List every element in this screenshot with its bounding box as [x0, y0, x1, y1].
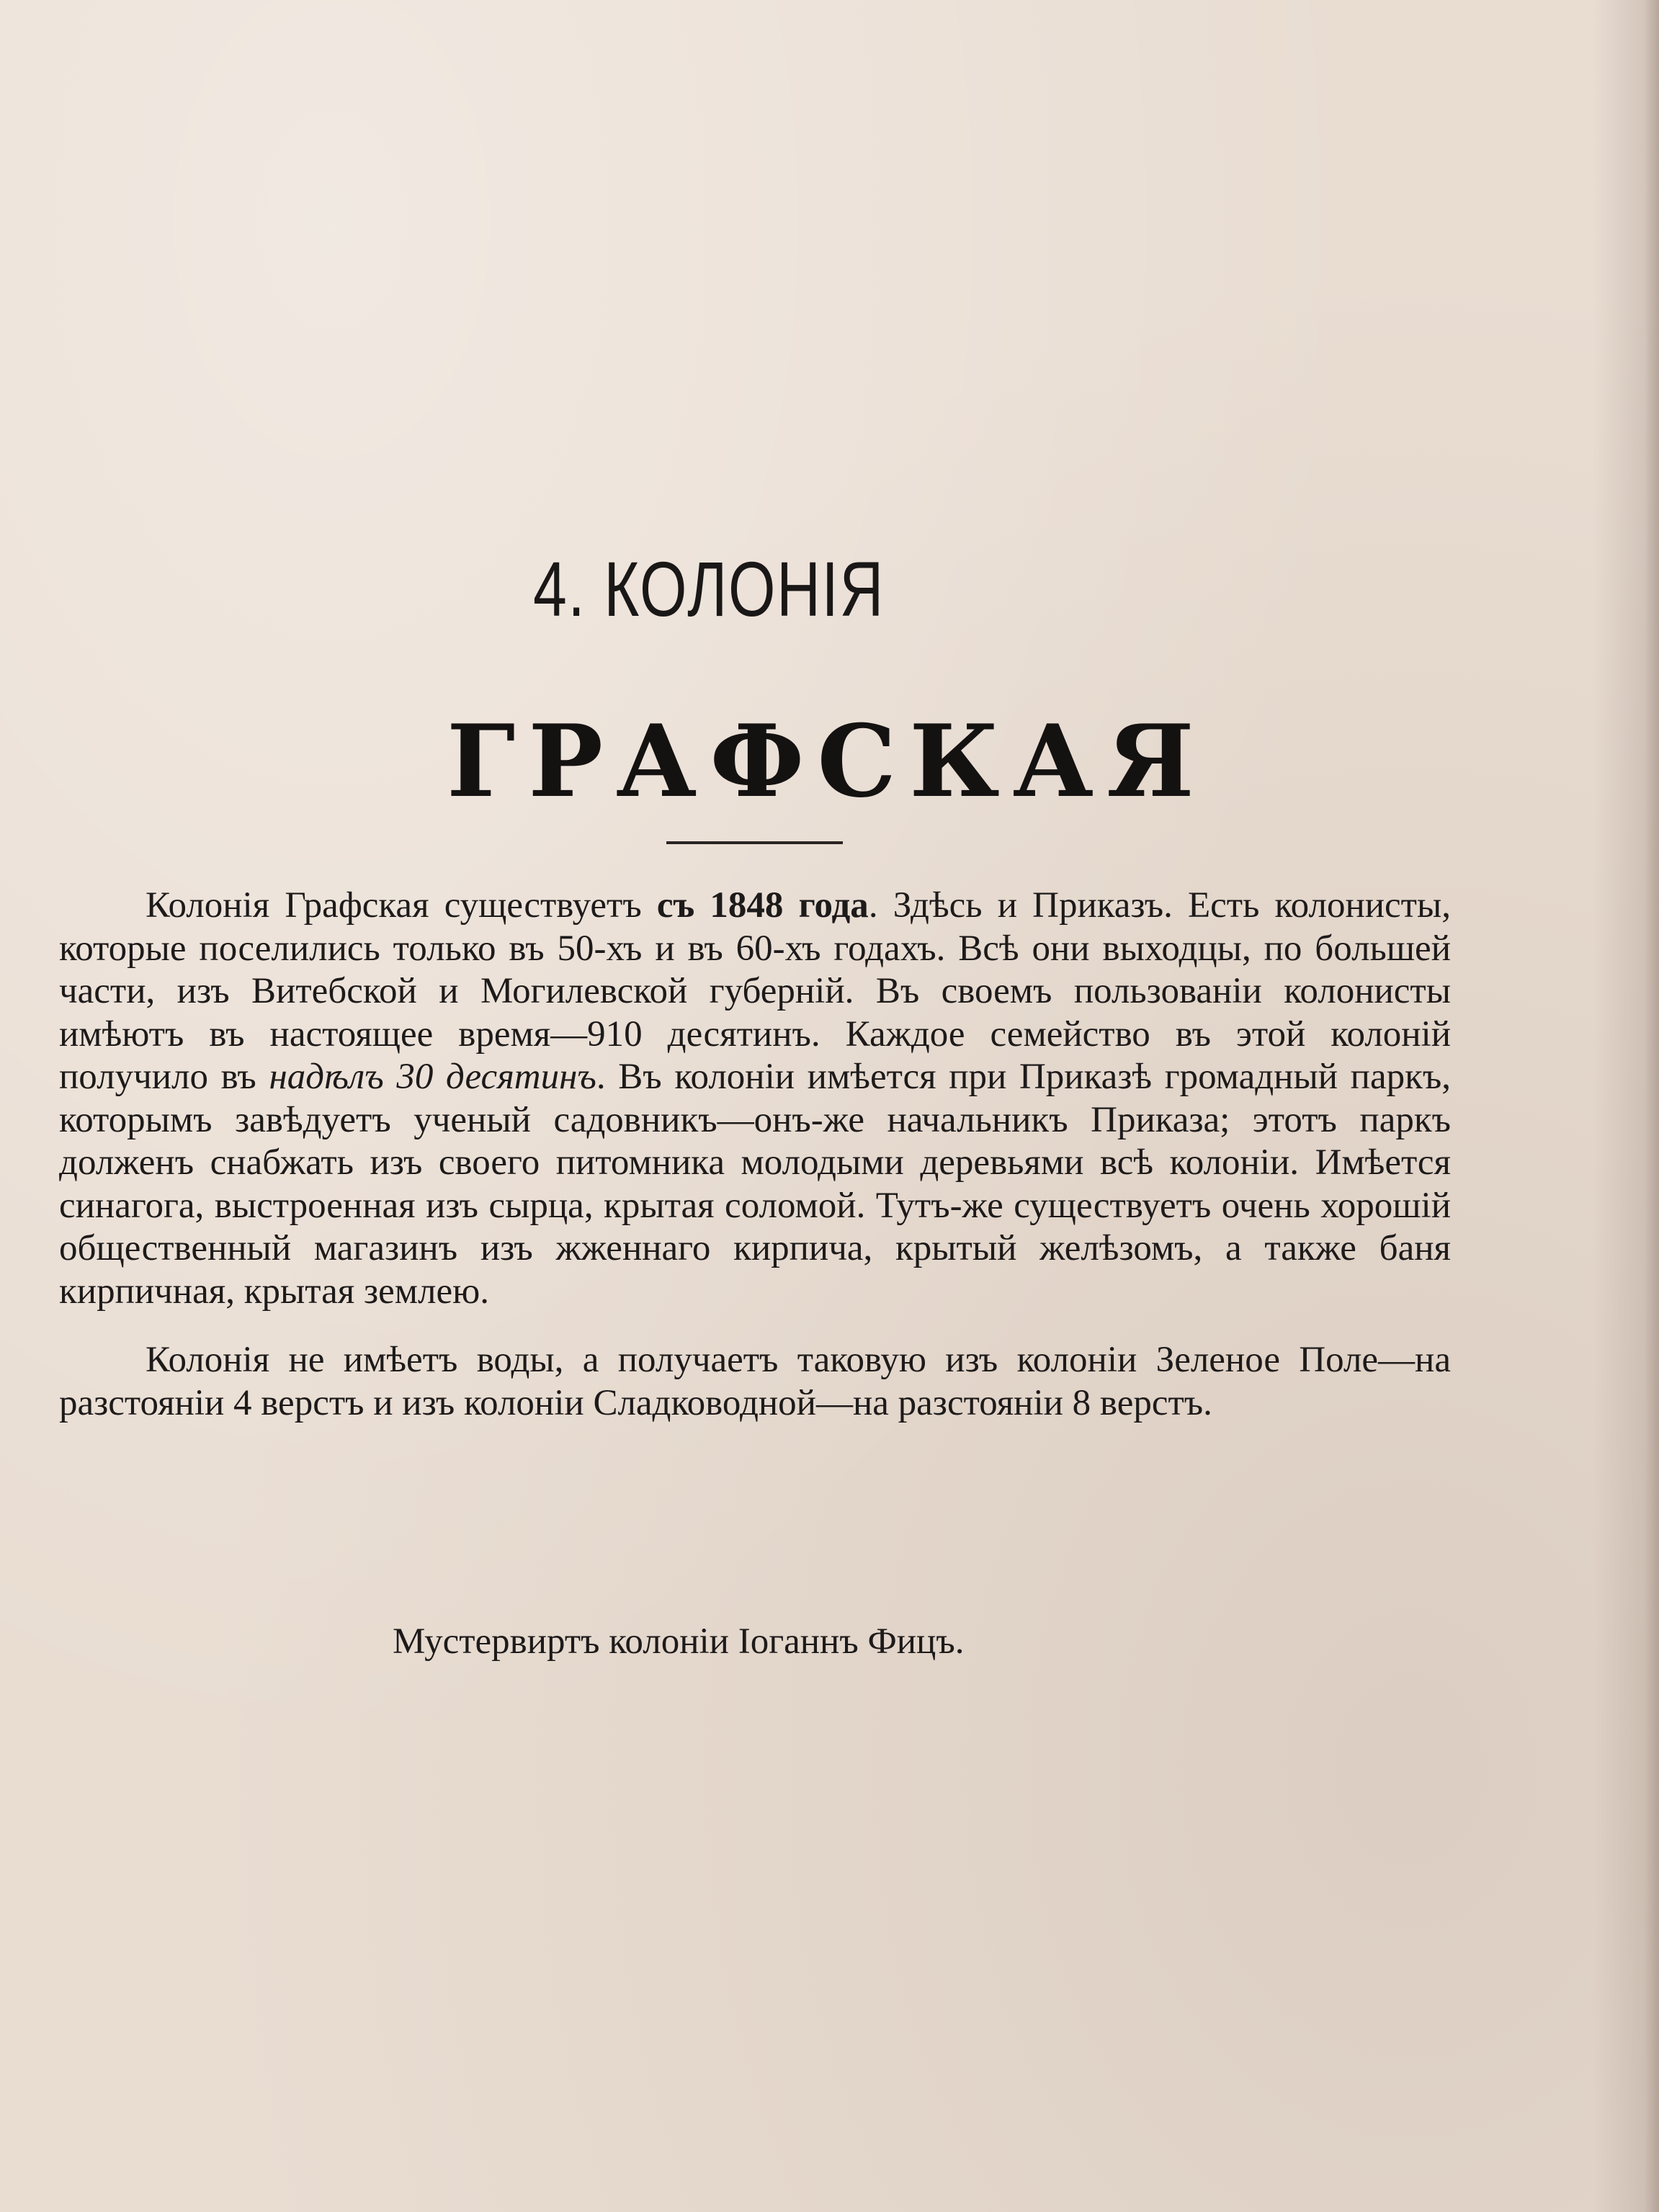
- founding-year-emphasis: съ 1848 года: [656, 885, 869, 926]
- colony-number-heading: 4. КОЛОНІЯ: [533, 545, 885, 632]
- signature-line: Мустервиртъ колоніи Іоганнъ Фицъ.: [393, 1621, 965, 1662]
- paragraph-water: Колонія не имѣетъ воды, а получаетъ таковую изъ колоніи Зеленое Поле—на разстояніи 4 верстъ и изъ колоніи Сладководной—на разстояніи 8 верстъ.: [59, 1340, 1451, 1423]
- paragraph1-part3: . Въ колоніи имѣется при Приказѣ громадный паркъ, которымъ завѣдуетъ ученый садовникъ—онъ-же начальникъ Приказа; этотъ паркъ долженъ снабжать изъ своего питомника молодыми деревьями всѣ колоніи. Имѣется синагога, выстроенная изъ сырца, крытая соломой. Тутъ-же существуетъ очень хорошій общественный магазинъ изъ жженнаго кирпича, крытый желѣзомъ, а также баня кирпичная, крытая землею.: [59, 1057, 1451, 1312]
- paragraph1-part1: Колонія Графская существуетъ: [146, 885, 657, 926]
- title-divider: [666, 841, 843, 844]
- article-body: [59, 885, 1451, 1425]
- paragraph1-part2: . Здѣсь и Приказъ. Есть колонисты, которые поселились только въ 50-хъ и въ 60-хъ годахъ. Всѣ они выходцы, по большей части, изъ Витебской и Могилевской губерній. Въ своемъ пользованіи колонисты имѣютъ въ настоящее время—910 десятинъ. Каждое семейство въ этой колоній получило въ: [59, 885, 1451, 1097]
- paragraph-description: [59, 885, 1451, 1313]
- page-edge-shadow: [1645, 0, 1659, 2212]
- colony-name-heading: ГРАФСКАЯ: [447, 702, 1207, 820]
- land-allotment-emphasis: надѣлъ 30 десятинъ: [269, 1057, 596, 1097]
